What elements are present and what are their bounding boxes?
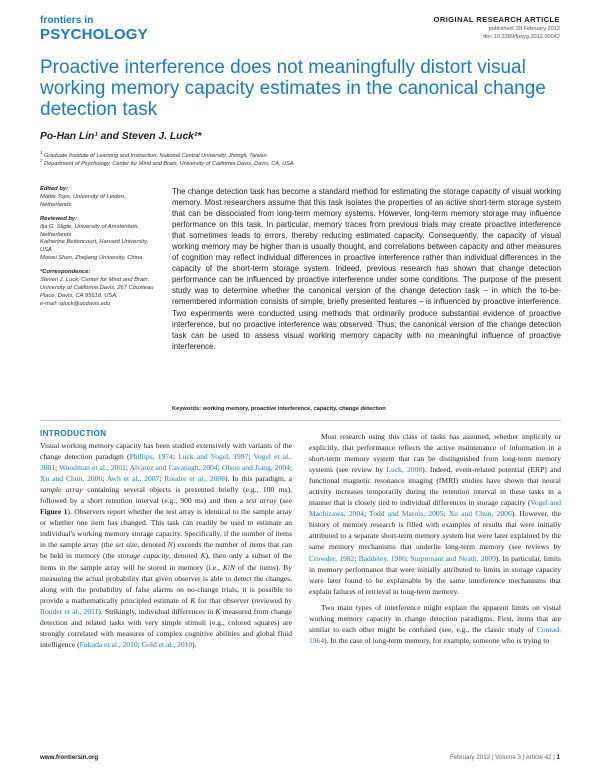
text-run: storage capacity — [117, 551, 169, 561]
body-column-right — [309, 431, 561, 646]
keywords-text: working memory, proactive interference, capacity, change detection — [202, 406, 386, 412]
citation-link[interactable]: Xu and Chun, 2006 — [448, 509, 512, 519]
sidebar — [40, 186, 158, 315]
footer-volume: Volume 3 — [495, 754, 521, 761]
correspondence-address: Steven J. Luck, Center for Mind and Brain, University of California Davis, 267 Cousteau Place, Davis, CA 95618, USA. — [40, 277, 154, 299]
intro-paragraph-2 — [309, 431, 561, 597]
footer-article: Article 42 — [525, 754, 552, 761]
figure-reference[interactable]: Figure 1 — [40, 507, 68, 517]
citation-link[interactable]: Vogel and Machizawa, 2004 — [309, 498, 561, 519]
text-run: ). However, the history of memory research is filled with examples of results that were initially attributed to a separate short-term memory system but were later explained by the same memory mechanisms that underlie long-term memory (see reviews by — [309, 509, 561, 552]
reviewer-2: Katherine Bettencourt, Harvard University, USA — [40, 239, 149, 254]
text-run: ) exceeds the number of items that can be held in memory (the — [40, 540, 292, 561]
authors: Po-Han Lin¹ and Steven J. Luck²* — [40, 131, 202, 142]
publication-info — [483, 25, 560, 41]
citation-link[interactable]: Conrad, 1964 — [309, 624, 561, 645]
reviewer-1: Ilja G. Sligte, University of Amsterdam, Netherlands — [40, 223, 140, 238]
text-run: K — [200, 551, 206, 561]
editor: Mattie Tops, University of Leiden, Netherlands — [40, 193, 126, 208]
text-run: ; — [159, 474, 165, 484]
text-run: Two main types of interference might explain the apparent limits on visual working memory capacity in change detection paradigms. First, items that are similar to each other might be confused (see, e.g., the classic study of — [309, 602, 561, 634]
text-run: N — [230, 562, 236, 572]
affiliation-2 — [40, 158, 560, 167]
text-run: ). — [192, 639, 197, 649]
affiliation-2-marker: 2 — [40, 158, 43, 163]
text-run: N — [167, 540, 173, 550]
affiliation-1-text: Graduate Institute of Learning and Instruction, National Central University, Jhongli, Taiwan — [44, 152, 267, 159]
text-run: Most research using this class of tasks has assumed, whether implicitly or explicitly, that performance reflects the active maintenance of information in a short-term memory system that can be distinguished from long-term memory systems (see review by — [309, 432, 561, 475]
text-run: set size — [115, 540, 138, 550]
correspondence-label: *Correspondence: — [40, 269, 91, 276]
article-title: Proactive interference does not meaningfully distort visual working memory capacity estimates in the canonical change detection task — [40, 57, 546, 120]
text-run: ; — [289, 463, 292, 473]
edited-by-label: Edited by: — [40, 186, 69, 192]
edited-by-block — [40, 186, 158, 210]
body-column-left — [40, 440, 292, 650]
text-run: ; — [102, 474, 107, 484]
footer-url[interactable]: www.frontiersin.org — [40, 754, 99, 761]
text-run: ; — [172, 452, 179, 462]
citation-link[interactable]: Fukuda et al., 2010 — [79, 639, 138, 649]
text-run: ; — [55, 463, 60, 473]
citation-link[interactable]: Vogel et al., 2001 — [40, 452, 292, 473]
journal-logo-line1: frontiers in — [40, 15, 94, 26]
text-run: ). In the case of long-term memory, for example, someone who is trying to — [324, 635, 550, 645]
citation-link[interactable]: Crowder, 1982 — [309, 553, 355, 563]
published-date: published: 28 February 2012 — [488, 26, 560, 32]
citation-link[interactable]: Gold et al., 2010 — [141, 639, 193, 649]
citation-link[interactable]: Baddeley, 1986 — [358, 553, 406, 563]
footer-date: February 2012 — [449, 754, 491, 761]
citation-link[interactable]: Surprenant and Neath, 2009 — [410, 553, 496, 563]
text-run: K — [222, 562, 228, 572]
citation-link[interactable]: Luck, 2008 — [386, 465, 423, 475]
text-run: measured from change detection and related tasks with very simple stimuli (e.g., colored squares) are strongly correlated with measures of complex cognitive abilities and global fluid intelligence ( — [40, 606, 293, 649]
text-run: ). In this paradigm, a — [225, 474, 292, 484]
citation-link[interactable]: Xu and Chun, 2006 — [40, 474, 103, 484]
text-run: for that observer (reviewed by — [195, 595, 292, 605]
section-divider — [40, 420, 561, 421]
text-run: ; — [125, 463, 130, 473]
section-heading: INTRODUCTION — [40, 429, 107, 438]
citation-link[interactable]: Alvarez and Cavanagh, 2004 — [129, 463, 218, 473]
text-run: , denoted — [168, 551, 201, 561]
text-run: , denoted — [137, 540, 168, 550]
text-run: ), then only a subset of the items in the sample array will be stored in memory (i.e., — [40, 551, 292, 572]
affiliation-1-marker: 1 — [40, 150, 43, 155]
citation-link[interactable]: Todd and Marois, 2005 — [369, 509, 444, 519]
citation-link[interactable]: Rouder et al., 2008 — [164, 474, 226, 484]
text-run: containing several objects is presented briefly (e.g., 100 ms), followed by a short retention interval (e.g., 900 ms) and then a — [40, 485, 292, 506]
text-run: ; — [137, 639, 142, 649]
reviewed-by-block — [40, 216, 158, 263]
correspondence-email[interactable]: e-mail: sjluck@ucdavis.edu — [40, 300, 111, 307]
keywords-label: Keywords: — [172, 406, 202, 412]
text-run: K — [215, 606, 221, 616]
article-type: ORIGINAL RESEARCH ARTICLE — [433, 15, 560, 24]
affiliation-2-text: Department of Psychology, Center for Mind and Brain, University of California Davis, Davis, CA, USA — [44, 160, 294, 167]
citation-link[interactable]: Rouder et al., 2011 — [40, 606, 99, 616]
text-run: test array — [246, 496, 277, 506]
keywords — [172, 406, 561, 412]
text-run: ). In particular, limits in memory performance that were initially attributed to limits in storage capacity were later found to be explainable by the same interference mechanisms that explain failures of retrieval in long-term memory. — [309, 553, 561, 596]
text-run: K — [190, 595, 196, 605]
journal-logo-line2: PSYCHOLOGY — [40, 26, 148, 43]
text-run: Visual working memory capacity has been studied extensively with variants of the change detection paradigm ( — [40, 441, 292, 462]
text-run: ; — [217, 463, 222, 473]
text-run: ). Strikingly, individual differences in — [98, 606, 216, 616]
text-run: ). Observers report whether the test array is identical to the sample array or whether one item has changed. This task can readily be used to estimate an individual's working memory storage capacity. Specifically, if the number of items in the sample array (the — [40, 507, 292, 550]
reviewed-by-label: Reviewed by: — [40, 215, 78, 222]
citation-link[interactable]: Awh et al., 2007 — [106, 474, 160, 484]
text-run: ; — [363, 509, 370, 519]
text-run: sample array — [40, 485, 83, 495]
text-run: of the items). By measuring the actual probability that given observer is able to detect the changes, along with the probability of false alarms on no-change trials, it is possible to provide a mathematically principled estimate of — [40, 562, 292, 605]
footer-page: 1 — [556, 754, 560, 761]
text-run: ). Indeed, event-related potential (ERP) and functional magnetic resonance imaging (fMRI) studies have shown that neural activity increases temporarily during the retention interval in these tasks in a manner that is closely tied to individual differences in storage capacity ( — [309, 465, 561, 508]
correspondence-block — [40, 269, 158, 309]
intro-paragraph-1 — [40, 440, 292, 650]
intro-paragraph-3 — [309, 602, 561, 646]
text-run: (see — [276, 496, 292, 506]
citation-link[interactable]: Olson and Jiang, 2004 — [221, 463, 290, 473]
text-run: ; — [248, 452, 254, 462]
citation-link[interactable]: Luck and Vogel, 1997 — [178, 452, 249, 462]
text-run: / — [227, 562, 231, 572]
footer-info: February 2012 | Volume 3 | Article 42 | 1 — [449, 754, 560, 761]
reviewer-3: Mowei Shen, Zhejiang University, China — [40, 255, 143, 262]
text-run: ; — [354, 553, 359, 563]
abstract: The change detection task has become a standard method for estimating the storage capacity of visual working memory. Most researchers assume that this task isolates the properties of an active short-term storage system that can be dissociated from long-term memory systems. However, long-term memory storage may influence performance on this task. In particular, memory traces from previous trials may create proactive interference that sometimes leads to errors, thereby reducing estimated capacity. Consequently, the capacity of visual working memory may be higher than is usually thought, and correlations between capacity and other measures of cognition may reflect individual differences in proactive interference rather than individual differences in the capacity of the short-term storage system. Indeed, previous research has shown that change detection performance can be influenced by proactive interference under some conditions. The purpose of the present study was to determine whether the canonical version of the change detection task – in which the to-be-remembered information consists of simple, briefly presented features – is influenced by proactive interference. Two experiments were conducted using methods that ordinarily produce substantial evidence of proactive interference, but no proactive interference was observed. Thus, the canonical version of the change detection task can be used to assess visual working memory capacity with no meaningful influence of proactive interference. — [172, 187, 561, 351]
doi[interactable]: doi: 10.3389/fpsyg.2012.00042 — [483, 34, 560, 40]
citation-link[interactable]: Woodman et al., 2001 — [59, 463, 126, 473]
citation-link[interactable]: Phillips, 1974 — [129, 452, 173, 462]
text-run: ; — [443, 509, 449, 519]
text-run: ; — [405, 553, 411, 563]
